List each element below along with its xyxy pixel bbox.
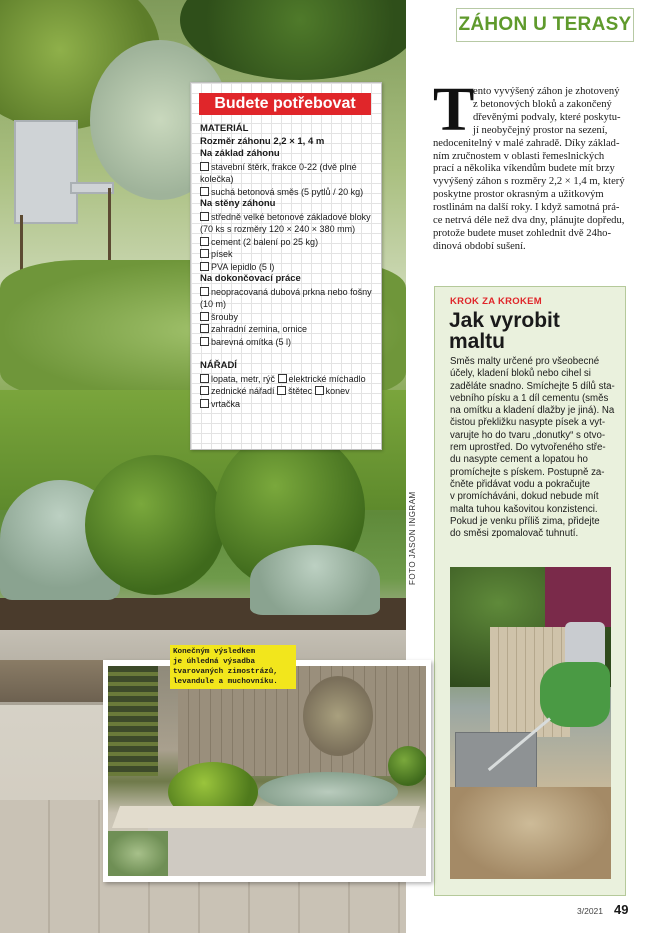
result-photo	[108, 666, 426, 876]
photo-caption: Konečným výsledkem je úhledná výsadba tvarovaných zimostrázů, levandule a muchovníku.	[170, 645, 296, 689]
article-line: protože budete muset zohlednit dvě 24ho-	[433, 227, 611, 239]
bed-size: Rozměr záhonu 2,2 × 1, 4 m	[200, 135, 325, 147]
material-heading: MATERIÁL	[200, 123, 249, 134]
step-text: Směs malty určené pro všeobecné účely, kladení bloků nebo cihel si zaděláte snadno. Smíchejte 5 dílů sta- vebního písku a 1 díl cementu (směs na omítku a kladení dlažby je jiná). Na čistou překližku nasypte písek a vyt- varujte ho do tvaru „donutky“ s otvo- rem uprostřed. Do vytvořeného stře- du nasypte cement a lopatou ho promíchejte s pískem. Postupně za- čněte přidávat vodu a pokračujte v promícháváni, dokud nebude mít malta tuhou kašovitou konzistenci. Pokud je venku příliš zima, přidejte do směsi zpomalovač tuhnutí.	[450, 356, 615, 540]
checkbox-icon	[200, 374, 209, 383]
article-line: jí neobyčejný prostor na sezení,	[473, 124, 608, 136]
section-title: ZÁHON U TERASY	[458, 14, 632, 35]
checkbox-icon	[200, 187, 209, 196]
checkbox-icon	[200, 212, 209, 221]
tools-line: vrtačka	[200, 398, 374, 411]
checklist-item-cont: (10 m)	[200, 299, 227, 309]
photo-credit: FOTO JASON INGRAM	[408, 491, 417, 585]
checklist-item: cement (2 balení po 25 kg)	[200, 236, 374, 249]
section-header	[456, 8, 634, 42]
checklist-item: stavební štěrk, frakce 0-22 (dvě plné	[200, 161, 374, 174]
checklist-item: suchá betonová směs (5 pytlů / 20 kg)	[200, 186, 374, 199]
article-line: ce netrvá déle než dva dny, plánujte dopředu,	[433, 215, 625, 227]
step-tag: KROK ZA KROKEM	[450, 296, 542, 307]
base-heading: Na základ záhonu	[200, 148, 280, 159]
checkbox-icon	[315, 386, 324, 395]
checkbox-icon	[200, 337, 209, 346]
mortar-photo	[450, 567, 611, 879]
issue-number: 3/2021	[577, 906, 603, 916]
checklist-item: neopracovaná dubová prkna nebo fošny	[200, 286, 374, 299]
page-number: 49	[614, 902, 629, 917]
checklist-item: šrouby	[200, 311, 374, 324]
checklist-body	[200, 123, 374, 410]
walls-heading: Na stěny záhonu	[200, 198, 276, 209]
article-line: z betonových bloků a zakončený	[473, 98, 612, 110]
checkbox-icon	[200, 399, 209, 408]
checklist-item-cont: (70 ks s rozměry 120 × 240 × 380 mm)	[200, 224, 356, 234]
article-line: dřevěnými podvaly, které poskytu-	[473, 111, 621, 123]
checkbox-icon	[278, 374, 287, 383]
checklist-item: zahradní zemina, ornice	[200, 323, 374, 336]
checkbox-icon	[200, 162, 209, 171]
step-by-step-box	[434, 286, 626, 896]
article-line: vyvýšený záhon s rozměry 2,2 × 1,4 m, který	[433, 176, 625, 188]
checklist-title: Budete potřebovat	[199, 93, 371, 115]
checkbox-icon	[200, 386, 209, 395]
finish-heading: Na dokončovací práce	[200, 273, 301, 284]
article-line: rostlinám na další roky. I když samotná prá-	[433, 202, 620, 214]
article-line: dinová období sušení.	[433, 240, 526, 252]
checklist-item-cont: kolečka)	[200, 174, 234, 184]
article-line: ním zručnostem v oblasti řemeslnických	[433, 150, 605, 162]
checkbox-icon	[200, 324, 209, 333]
checkbox-icon	[200, 237, 209, 246]
checkbox-icon	[200, 249, 209, 258]
checkbox-icon	[200, 312, 209, 321]
materials-checklist	[190, 82, 382, 450]
checklist-item: písek	[200, 248, 374, 261]
article-text	[433, 76, 627, 254]
checkbox-icon	[277, 386, 286, 395]
checklist-item: PVA lepidlo (5 l)	[200, 261, 374, 274]
article-line: poskytne prostor okrasným a užitkovým	[433, 189, 604, 201]
tools-heading: NÁŘADÍ	[200, 360, 237, 371]
article-line: nedocenitelný v malé zahradě. Díky základ-	[433, 137, 620, 149]
checkbox-icon	[200, 287, 209, 296]
result-photo-frame	[103, 660, 431, 882]
article-line: prací a několika víkendům budete mít brzy	[433, 163, 615, 175]
checklist-item: středně velké betonové základové bloky	[200, 211, 374, 224]
checklist-item: barevná omítka (5 l)	[200, 336, 374, 349]
drop-cap: T	[433, 76, 475, 144]
tools-line: zednické nářadí štětec konev	[200, 385, 374, 398]
step-title: Jak vyrobit maltu	[449, 309, 560, 353]
tools-line: lopata, metr, rýč elektrické míchadlo	[200, 373, 374, 386]
checkbox-icon	[200, 262, 209, 271]
article-line: ento vyvýšený záhon je zhotovený	[473, 86, 620, 97]
